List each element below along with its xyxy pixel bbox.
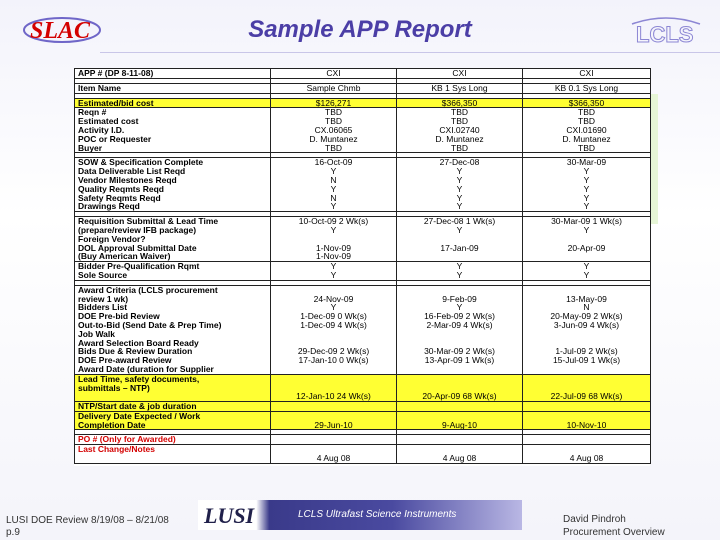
table-row: SOW & Specification Complete Data Deliverable List Reqd Vendor Milestones Reqd Quality Reqmts Reqd Safety Reqmts Reqd Drawings Reqd 16-Oct-09 Y N Y N Y 27-Dec-08 Y Y Y Y Y 30-Mar-09 Y Y Y Y Y [75, 158, 651, 212]
table-row: Estimated/bid cost $126,271 $366,350 $366,350 [75, 98, 651, 108]
slac-logo-text: SLAC [30, 18, 91, 44]
table-row: PO # (Only for Awarded) [75, 435, 651, 445]
presenter-name: David Pindroh [563, 514, 626, 525]
table-row: Lead Time, safety documents, submittals – NTP) 12-Jan-10 24 Wk(s) 20-Apr-09 68 Wk(s) 22-Jul-09 68 Wk(s) [75, 374, 651, 401]
table-row: Last Change/Notes 4 Aug 08 4 Aug 08 4 Aug 08 [75, 445, 651, 464]
row-label: APP # (DP 8-11-08) [75, 69, 271, 79]
title-divider [100, 52, 720, 53]
table-row: NTP/Start date & job duration [75, 402, 651, 412]
lusi-logo: LUSI [204, 503, 255, 528]
table-row: Reqn # Estimated cost Activity I.D. POC or Requester Buyer TBD TBD CX.06065 D. Muntanez TBD TBD TBD CXI.02740 D. Muntanez TBD TBD TBD CXI.01690 D. Muntanez TBD [75, 108, 651, 153]
table-row: Delivery Date Expected / Work Completion Date 29-Jun-10 9-Aug-10 10-Nov-10 [75, 411, 651, 430]
page-number: p.9 [6, 527, 20, 538]
lusi-subtitle: LCLS Ultrafast Science Instruments [298, 509, 457, 520]
presentation-name: Procurement Overview [563, 527, 665, 538]
lusi-banner [198, 500, 522, 530]
report-table [74, 68, 651, 464]
lcls-logo-text: LCLS [636, 22, 694, 47]
table-row: Bidder Pre-Qualification Rqmt Sole Source Y Y Y Y Y Y [75, 262, 651, 281]
side-marker [650, 94, 658, 224]
table-row: Award Criteria (LCLS procurement review 1 wk) Bidders List DOE Pre-bid Review Out-to-Bid (Send Date & Prep Time) Job Walk Award Selection Board Ready Bids Due & Review Duration DOE Pre-award Review Award Date (duration for Supplier 24-Nov-09 Y 1-Dec-09 0 Wk(s) 1-Dec-09 4 Wk(s) 29-Dec-09 2 Wk(s) 17-Jan-10 0 Wk(s) 9-Feb-09 Y 16-Feb-09 2 Wk(s) 2-Mar-09 4 Wk(s) 30-Mar-09 2 Wk(s) 13-Apr-09 1 Wk(s) 13-May-09 N 20-May-09 2 Wk(s) 3-Jun-09 4 Wk(s) 1-Jul-09 2 Wk(s) 15-Jul-09 1 Wk(s) [75, 285, 651, 374]
app-report-sheet [74, 68, 650, 466]
footer-event: LUSI DOE Review 8/19/08 – 8/21/08 [6, 515, 169, 526]
table-row: Requisition Submittal & Lead Time (prepare/review IFB package) Foreign Vendor? DOL Approval Submittal Date (Buy American Waiver) 10-Oct-09 2 Wk(s) Y 1-Nov-09 1-Nov-09 27-Dec-08 1 Wk(s) Y 17-Jan-09 30-Mar-09 1 Wk(s) Y 20-Apr-09 [75, 217, 651, 262]
footer-right [563, 513, 665, 539]
table-row: Item Name Sample Chmb KB 1 Sys Long KB 0.1 Sys Long [75, 83, 651, 93]
lcls-logo [628, 14, 704, 48]
table-row: APP # (DP 8-11-08) CXI CXI CXI [75, 69, 651, 79]
page-title: Sample APP Report [248, 16, 472, 43]
footer-left [6, 515, 169, 539]
